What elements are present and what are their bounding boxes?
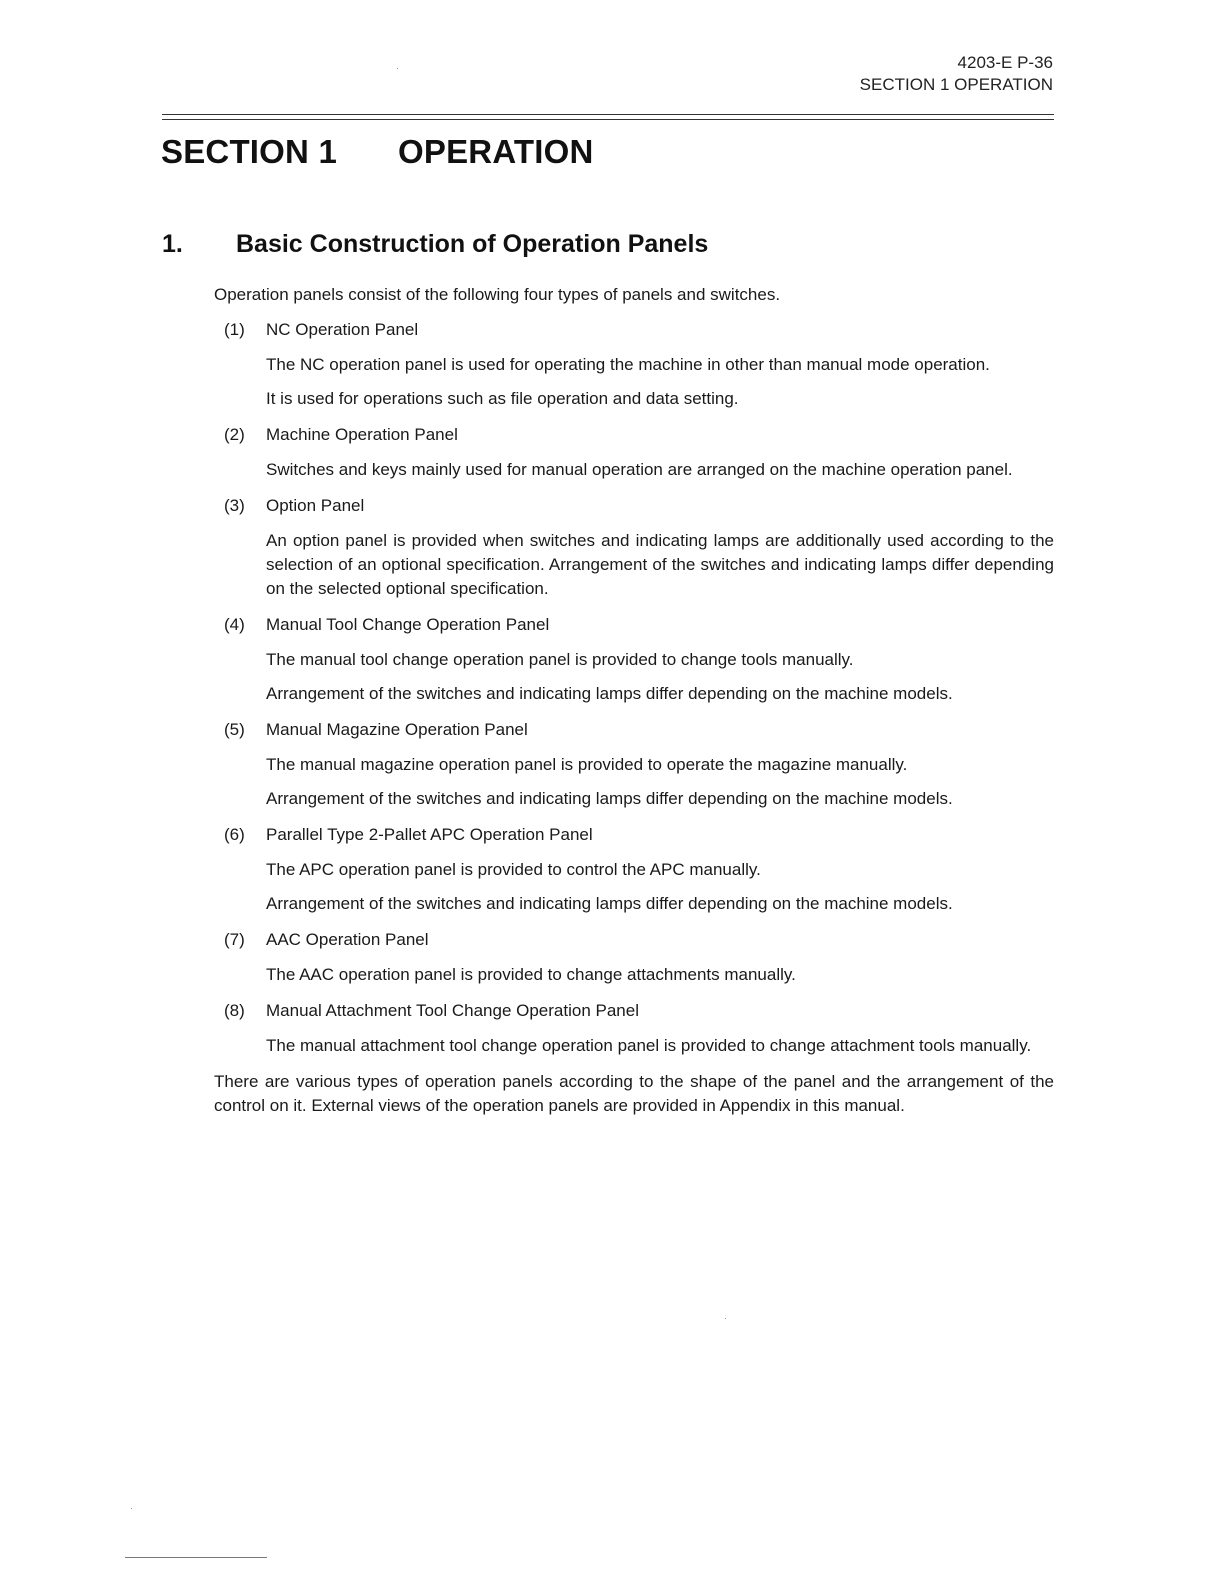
list-item xyxy=(214,423,1054,482)
subsection-name: Basic Construction of Operation Panels xyxy=(236,230,709,258)
list-item-title: Manual Magazine Operation Panel xyxy=(266,720,528,739)
list-item-number: (4) xyxy=(224,615,245,634)
list-item-number: (5) xyxy=(224,720,245,739)
list-item xyxy=(214,318,1054,411)
list-item-number: (7) xyxy=(224,930,245,949)
list-item-number: (1) xyxy=(224,320,245,339)
list-item-title: Parallel Type 2-Pallet APC Operation Panel xyxy=(266,825,593,844)
list-item xyxy=(214,494,1054,601)
list-item-text: The APC operation panel is provided to control the APC manually. xyxy=(266,860,761,879)
list-item xyxy=(214,823,1054,916)
list-item-title: Machine Operation Panel xyxy=(266,425,458,444)
list-item-number: (8) xyxy=(224,1001,245,1020)
list-item-text: The manual magazine operation panel is provided to operate the magazine manually. xyxy=(266,755,908,774)
list-item xyxy=(214,613,1054,706)
footer-rule xyxy=(125,1557,267,1558)
list-item-text: Arrangement of the switches and indicating lamps differ depending on the machine models. xyxy=(266,894,953,913)
list-item-text: The AAC operation panel is provided to change attachments manually. xyxy=(266,965,796,984)
section-name: OPERATION xyxy=(398,133,594,170)
list-item-text: The manual tool change operation panel is provided to change tools manually. xyxy=(266,650,854,669)
list-item xyxy=(214,999,1054,1058)
list-item-title: Manual Attachment Tool Change Operation Panel xyxy=(266,1001,639,1020)
page-header xyxy=(860,52,1053,96)
list-item-text: It is used for operations such as file operation and data setting. xyxy=(266,389,739,408)
list-item-text: Arrangement of the switches and indicating lamps differ depending on the machine models. xyxy=(266,684,953,703)
header-double-rule xyxy=(162,114,1054,120)
intro-paragraph: Operation panels consist of the following four types of panels and switches. xyxy=(214,285,781,304)
list-item-title: NC Operation Panel xyxy=(266,320,419,339)
list-item-number: (6) xyxy=(224,825,245,844)
list-item xyxy=(214,928,1054,987)
list-item xyxy=(214,718,1054,811)
section-title xyxy=(161,133,594,171)
doc-reference: 4203-E P-36 xyxy=(957,53,1053,72)
body-content xyxy=(214,283,1054,1118)
closing-paragraph: There are various types of operation panels according to the shape of the panel and the arrangement of the control on it. External views of the operation panels are provided in Appendix in this manual. xyxy=(214,1072,1054,1115)
section-reference: SECTION 1 OPERATION xyxy=(859,75,1053,94)
list-item-text: The NC operation panel is used for operating the machine in other than manual mode operation. xyxy=(266,355,990,374)
subsection-number: 1. xyxy=(162,230,183,258)
list-item-title: Manual Tool Change Operation Panel xyxy=(266,615,550,634)
list-item-text: The manual attachment tool change operation panel is provided to change attachment tools manually. xyxy=(266,1036,1032,1055)
list-item-number: (2) xyxy=(224,425,245,444)
list-item-title: AAC Operation Panel xyxy=(266,930,429,949)
list-item-text: Arrangement of the switches and indicating lamps differ depending on the machine models. xyxy=(266,789,953,808)
scan-speck xyxy=(397,68,398,69)
list-item-text: Switches and keys mainly used for manual operation are arranged on the machine operation panel. xyxy=(266,460,1013,479)
list-item-title: Option Panel xyxy=(266,496,365,515)
list-item-number: (3) xyxy=(224,496,245,515)
list-item-text: An option panel is provided when switches and indicating lamps are additionally used according to the selection of an optional specification. Arrangement of the switches and indicating lamps differ depending on the selected optional specification. xyxy=(266,531,1054,598)
subsection-title xyxy=(162,230,708,259)
scan-speck xyxy=(131,1508,132,1509)
section-number: SECTION 1 xyxy=(161,133,338,170)
scan-speck xyxy=(725,1318,726,1319)
